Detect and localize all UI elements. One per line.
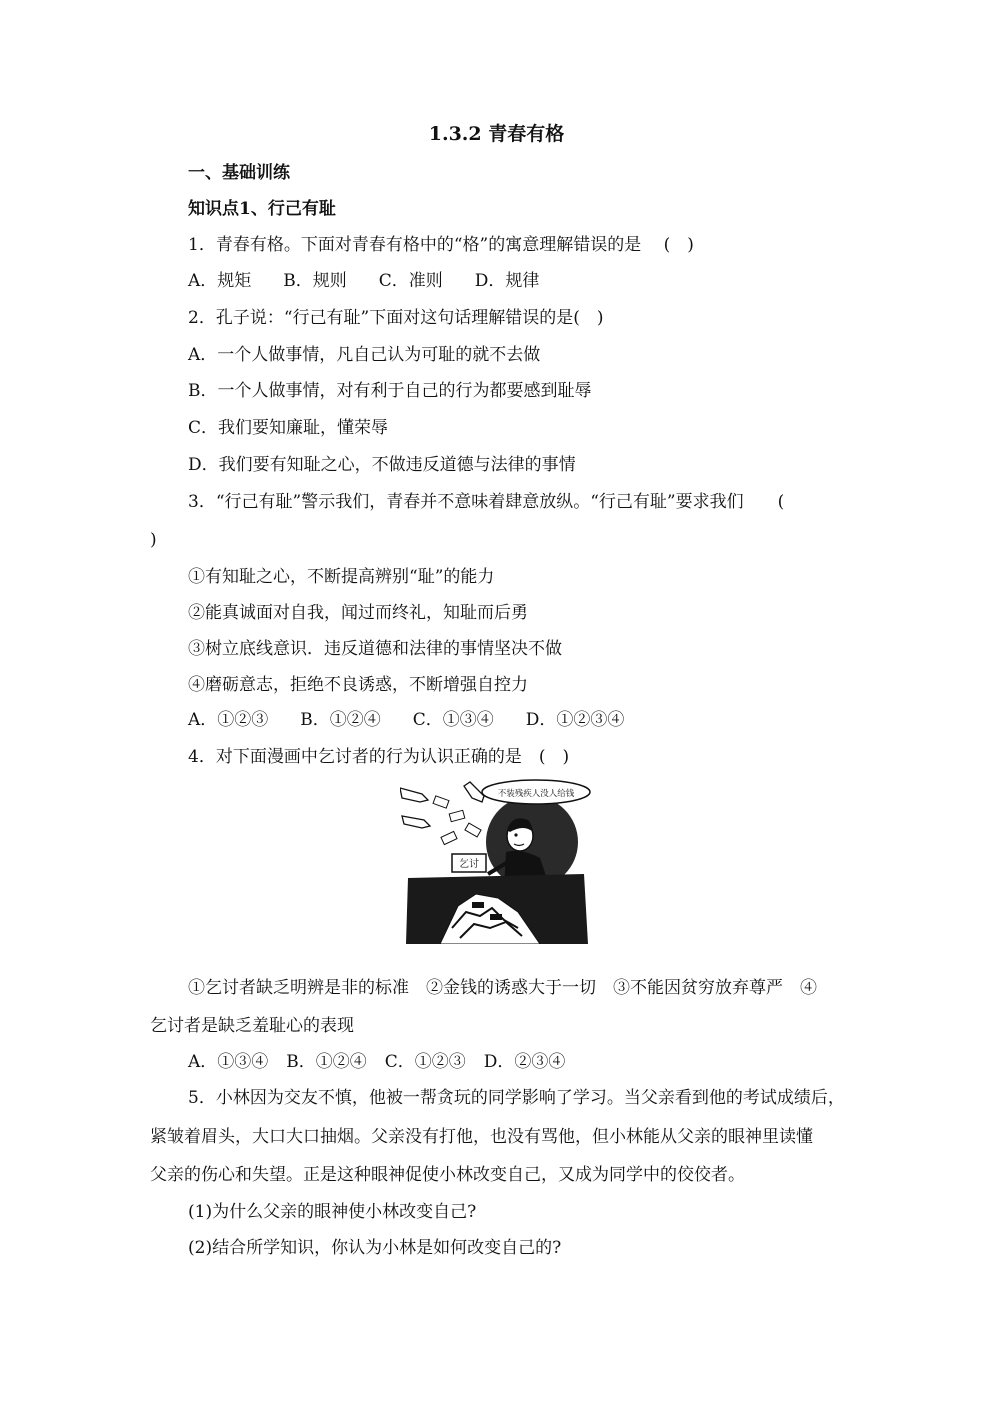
page-title: 1.3.2 青春有格 — [428, 123, 565, 145]
q1-option-a: A．规矩 — [188, 271, 252, 291]
q4-items-line-1: ①乞讨者缺乏明辨是非的标准 ②金钱的诱惑大于一切 ③不能因贫穷放弃尊严 ④ — [188, 978, 817, 998]
q4-items-line-2: 乞讨者是缺乏羞耻心的表现 — [150, 1016, 354, 1036]
question-3-stem-continuation: ) — [150, 530, 157, 550]
q2-option-c: C．我们要知廉耻，懂荣辱 — [188, 418, 389, 438]
question-1-options — [188, 270, 571, 292]
section-heading: 一、基础训练 — [188, 163, 290, 183]
question-3-stem: 3．“行己有耻”警示我们，青春并不意味着肆意放纵。“行己有耻”要求我们 ( — [188, 492, 785, 512]
q2-option-d: D．我们要有知耻之心，不做违反道德与法律的事情 — [188, 455, 576, 475]
speech-bubble-text: 不装残疾人没人给钱 — [497, 789, 575, 799]
q5-sub-question-2: (2)结合所学知识，你认为小林是如何改变自己的? — [188, 1238, 562, 1258]
q3-item-1: ①有知耻之心，不断提高辨别“耻”的能力 — [188, 567, 495, 587]
q3-item-4: ④磨砺意志，拒绝不良诱惑，不断增强自控力 — [188, 675, 528, 695]
q3-option-c: C．①③④ — [412, 710, 494, 730]
question-4-options — [188, 1051, 583, 1073]
question-5-line-1: 5．小林因为交友不慎，他被一帮贪玩的同学影响了学习。当父亲看到他的考试成绩后， — [188, 1088, 845, 1108]
q1-option-b: B．规则 — [283, 271, 347, 291]
q3-option-b: B．①②④ — [300, 710, 381, 730]
q1-option-c: C．准则 — [378, 271, 443, 291]
q4-option-a: A．①③④ — [188, 1052, 269, 1072]
hands-throwing-money — [400, 782, 484, 845]
q3-option-a: A．①②③ — [188, 710, 269, 730]
beggar-cartoon — [400, 778, 592, 944]
question-1-stem: 1．青春有格。下面对青春有格中的“格”的寓意理解错误的是 ( ) — [188, 235, 694, 255]
q4-option-c: C．①②③ — [384, 1052, 466, 1072]
q5-sub-question-1: (1)为什么父亲的眼神使小林改变自己? — [188, 1202, 477, 1222]
q3-item-2: ②能真诚面对自我，闻过而终礼，知耻而后勇 — [188, 603, 528, 623]
begging-sign-text: 乞讨 — [459, 859, 479, 870]
q2-option-b: B．一个人做事情，对有利于自己的行为都要感到耻辱 — [188, 381, 592, 401]
question-5-line-2: 紧皱着眉头，大口大口抽烟。父亲没有打他，也没有骂他，但小林能从父亲的眼神里读懂 — [150, 1127, 813, 1147]
question-4-stem: 4．对下面漫画中乞讨者的行为认识正确的是 ( ) — [188, 747, 570, 767]
question-3-options — [188, 709, 656, 731]
q3-item-3: ③树立底线意识．违反道德和法律的事情坚决不做 — [188, 639, 562, 659]
q3-option-d: D．①②③④ — [525, 710, 625, 730]
q2-option-a: A．一个人做事情，凡自己认为可耻的就不去做 — [188, 345, 541, 365]
q4-option-d: D．②③④ — [483, 1052, 566, 1072]
question-2-stem: 2．孔子说：“行己有耻”下面对这句话理解错误的是( ) — [188, 308, 604, 328]
knowledge-point-heading: 知识点1、行己有耻 — [188, 199, 336, 219]
q1-option-d: D．规律 — [474, 271, 540, 291]
question-5-line-3: 父亲的伤心和失望。正是这种眼神促使小林改变自己，又成为同学中的佼佼者。 — [150, 1165, 745, 1185]
q4-option-b: B．①②④ — [286, 1052, 367, 1072]
